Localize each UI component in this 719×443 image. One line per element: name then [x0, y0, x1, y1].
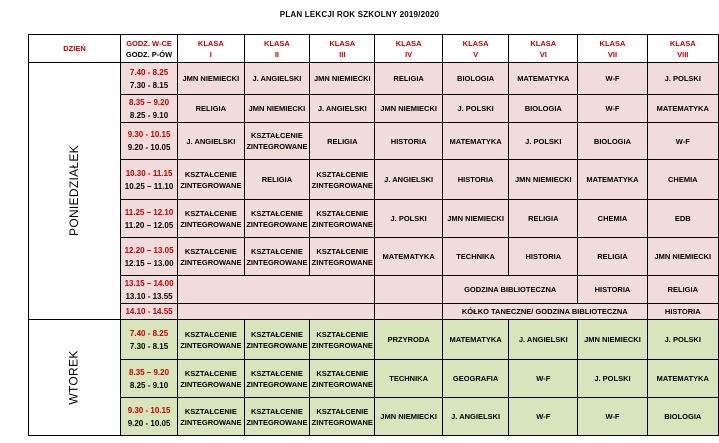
page-title: PLAN LEKCJI ROK SZKOLNY 2019/2020 — [279, 10, 440, 19]
lesson-cell: PRZYRODA — [375, 320, 443, 360]
empty-cell — [375, 304, 443, 320]
lesson-time: 11.25 – 12.10 11.20 – 12.05 — [120, 200, 177, 238]
header-klasa-3: KLASA III — [310, 35, 375, 63]
lesson-cell: KSZTAŁCENIE ZINTEGROWANE — [244, 238, 310, 276]
lesson-cell: J. POLSKI — [647, 320, 718, 360]
table-row — [29, 398, 719, 436]
lesson-cell: W-F — [509, 360, 578, 398]
lesson-cell: TECHNIKA — [442, 238, 508, 276]
lesson-cell: RELIGIA — [375, 63, 443, 95]
lesson-cell: KSZTAŁCENIE ZINTEGROWANE — [178, 398, 244, 436]
lesson-cell: JMN NIEMIECKI — [509, 160, 578, 200]
lesson-cell: J. ANGIELSKI — [375, 160, 443, 200]
lesson-cell: JMN NIEMIECKI — [244, 95, 310, 123]
lesson-cell: J. ANGIELSKI — [509, 320, 578, 360]
lesson-cell: W-F — [578, 398, 647, 436]
lesson-cell: MATEMATYKA — [578, 160, 647, 200]
table-row — [29, 360, 719, 398]
header-day: DZIEŃ — [29, 35, 121, 63]
lesson-cell: RELIGIA — [647, 276, 718, 304]
lesson-cell-biblioteka: GODZINA BIBLIOTECZNA — [442, 276, 577, 304]
lesson-cell: J. POLSKI — [578, 360, 647, 398]
lesson-cell: JMN NIEMIECKI — [375, 398, 443, 436]
empty-cell — [178, 276, 375, 304]
lesson-cell: W-F — [578, 95, 647, 123]
lesson-cell: W-F — [578, 63, 647, 95]
table-row — [29, 123, 719, 160]
lesson-cell: HISTORIA — [442, 160, 508, 200]
table-row — [29, 320, 719, 360]
lesson-cell: HISTORIA — [647, 304, 718, 320]
lesson-cell: JMN NIEMIECKI — [442, 200, 508, 238]
lesson-cell: JMN NIEMIECKI — [310, 63, 375, 95]
table-row — [29, 95, 719, 123]
header-godz-pow: GODZ. P-ÓW — [125, 49, 173, 59]
lesson-cell: BIOLOGIA — [647, 398, 718, 436]
day-wtorek: WTOREK — [29, 320, 121, 436]
lesson-cell: J. ANGIELSKI — [244, 63, 310, 95]
lesson-time: 13.15 – 14.00 13.10 - 13.55 — [120, 276, 177, 304]
lesson-cell: RELIGIA — [509, 200, 578, 238]
lesson-cell: RELIGIA — [310, 123, 375, 160]
table-row — [29, 238, 719, 276]
lesson-cell: KSZTAŁCENIE ZINTEGROWANE — [310, 360, 375, 398]
header-klasa-8: KLASA VIII — [647, 35, 718, 63]
lesson-cell: HISTORIA — [375, 123, 443, 160]
header-hours — [120, 35, 177, 63]
lesson-cell: KSZTAŁCENIE ZINTEGROWANE — [178, 238, 244, 276]
header-klasa-4: KLASA IV — [375, 35, 443, 63]
lesson-cell: KSZTAŁCENIE ZINTEGROWANE — [310, 238, 375, 276]
lesson-cell: KSZTAŁCENIE ZINTEGROWANE — [244, 123, 310, 160]
lesson-cell: JMN NIEMIECKI — [578, 320, 647, 360]
lesson-cell: TECHNIKA — [375, 360, 443, 398]
lesson-time: 8.35 – 9.20 8.25 - 9.10 — [120, 95, 177, 123]
lesson-cell: JMN NIEMIECKI — [647, 238, 718, 276]
lesson-cell: J. POLSKI — [442, 95, 508, 123]
lesson-time: 10.30 - 11.15 10.25 – 11.10 — [120, 160, 177, 200]
header-klasa-1: KLASA I — [178, 35, 244, 63]
table-row — [29, 160, 719, 200]
table-row — [29, 200, 719, 238]
lesson-cell: J. ANGIELSKI — [442, 398, 508, 436]
lesson-time: 8.35 – 9.20 8.25 - 9.10 — [120, 360, 177, 398]
header-klasa-7: KLASA VII — [578, 35, 647, 63]
lesson-time: 7.40 - 8.25 7.30 - 8.15 — [120, 63, 177, 95]
lesson-cell: MATEMATYKA — [375, 238, 443, 276]
lesson-cell: RELIGIA — [178, 95, 244, 123]
header-klasa-6: KLASA VI — [509, 35, 578, 63]
lesson-cell: J. ANGIELSKI — [310, 95, 375, 123]
timetable — [28, 34, 719, 436]
lesson-cell: JMN NIEMIECKI — [178, 63, 244, 95]
header-klasa-5: KLASA V — [442, 35, 508, 63]
table-row — [29, 276, 719, 304]
day-poniedzialek: PONIEDZIAŁEK — [29, 63, 121, 320]
lesson-cell: KSZTAŁCENIE ZINTEGROWANE — [244, 320, 310, 360]
lesson-cell: MATEMATYKA — [647, 360, 718, 398]
lesson-cell: KSZTAŁCENIE ZINTEGROWANE — [244, 360, 310, 398]
table-row — [29, 63, 719, 95]
lesson-cell: MATEMATYKA — [442, 320, 508, 360]
lesson-cell: JMN NIEMIECKI — [375, 95, 443, 123]
lesson-cell: KSZTAŁCENIE ZINTEGROWANE — [178, 320, 244, 360]
empty-cell — [178, 304, 375, 320]
lesson-cell: RELIGIA — [578, 238, 647, 276]
lesson-cell: KSZTAŁCENIE ZINTEGROWANE — [178, 160, 244, 200]
lesson-cell: KSZTAŁCENIE ZINTEGROWANE — [310, 160, 375, 200]
lesson-cell: KSZTAŁCENIE ZINTEGROWANE — [244, 200, 310, 238]
lesson-cell: W-F — [509, 398, 578, 436]
lesson-cell: J. POLSKI — [509, 123, 578, 160]
lesson-cell: J. ANGIELSKI — [178, 123, 244, 160]
lesson-time: 12.20 – 13.05 12.15 – 13.00 — [120, 238, 177, 276]
lesson-cell: CHEMIA — [647, 160, 718, 200]
lesson-cell: BIOLOGIA — [578, 123, 647, 160]
lesson-cell: MATEMATYKA — [509, 63, 578, 95]
lesson-cell: GEOGRAFIA — [442, 360, 508, 398]
lesson-cell: KSZTAŁCENIE ZINTEGROWANE — [310, 398, 375, 436]
lesson-cell: KSZTAŁCENIE ZINTEGROWANE — [178, 200, 244, 238]
lesson-cell: HISTORIA — [509, 238, 578, 276]
lesson-cell: EDB — [647, 200, 718, 238]
lesson-cell: KSZTAŁCENIE ZINTEGROWANE — [310, 320, 375, 360]
lesson-cell: KSZTAŁCENIE ZINTEGROWANE — [178, 360, 244, 398]
lesson-cell: BIOLOGIA — [509, 95, 578, 123]
lesson-cell: MATEMATYKA — [442, 123, 508, 160]
lesson-cell: W-F — [647, 123, 718, 160]
lesson-time: 9.30 - 10.15 9.20 - 10.05 — [120, 123, 177, 160]
lesson-cell: CHEMIA — [578, 200, 647, 238]
lesson-cell: HISTORIA — [578, 276, 647, 304]
empty-cell — [375, 276, 443, 304]
lesson-cell: J. POLSKI — [375, 200, 443, 238]
header-row — [29, 35, 719, 63]
header-klasa-2: KLASA II — [244, 35, 310, 63]
lesson-cell: BIOLOGIA — [442, 63, 508, 95]
lesson-time: 14.10 - 14.55 — [120, 304, 177, 320]
lesson-cell: KSZTAŁCENIE ZINTEGROWANE — [310, 200, 375, 238]
lesson-cell-kolko: KÓŁKO TANECZNE/ GODZINA BIBLIOTECZNA — [442, 304, 647, 320]
lesson-cell: KSZTAŁCENIE ZINTEGROWANE — [244, 398, 310, 436]
lesson-cell: J. POLSKI — [647, 63, 718, 95]
lesson-cell: MATEMATYKA — [647, 95, 718, 123]
lesson-time: 9.30 - 10.15 9.20 - 10.05 — [120, 398, 177, 436]
lesson-time: 7.40 - 8.25 7.30 - 8.15 — [120, 320, 177, 360]
lesson-cell: RELIGIA — [244, 160, 310, 200]
table-row — [29, 304, 719, 320]
header-godz-wce: GODZ. W-CE — [126, 38, 172, 48]
